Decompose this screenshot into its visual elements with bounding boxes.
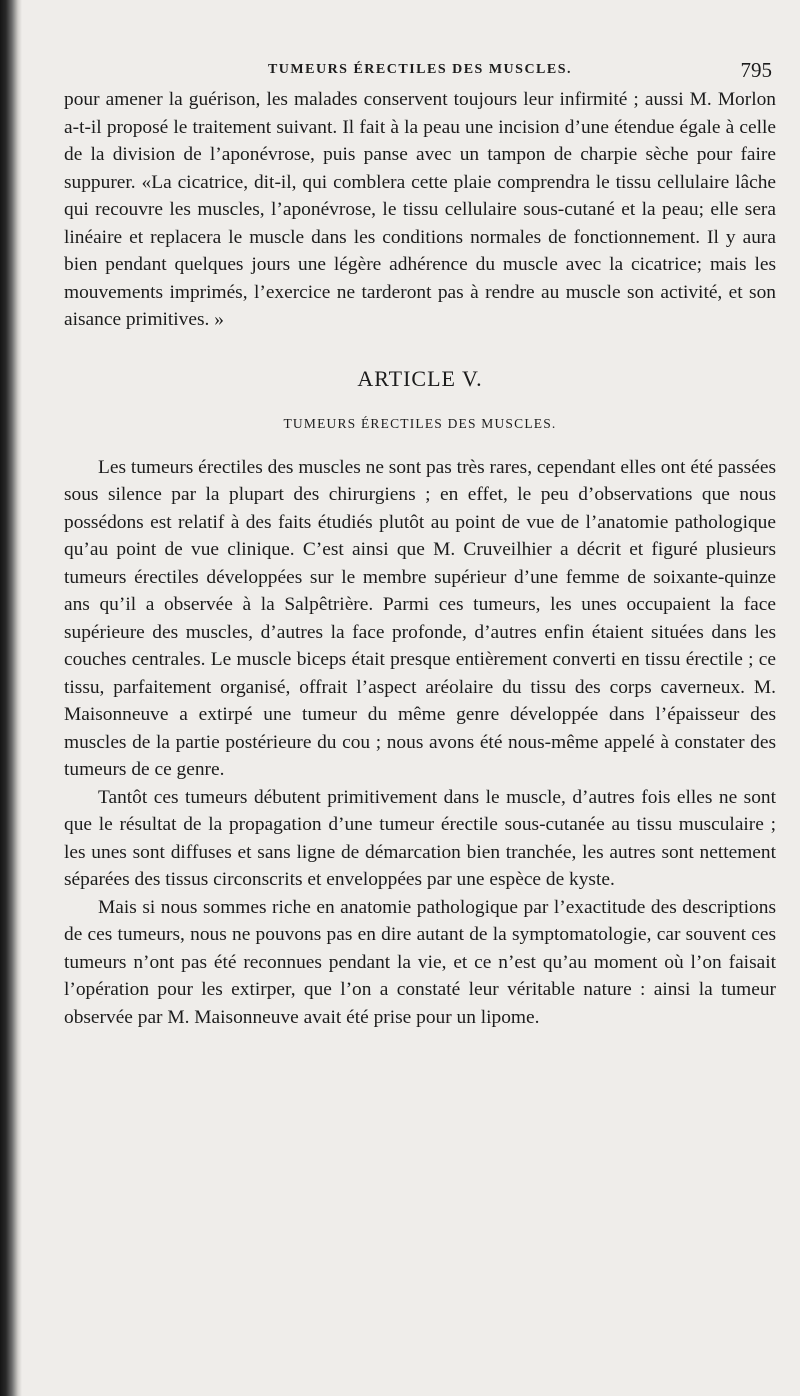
book-binding-shadow	[0, 0, 22, 1396]
article-heading: ARTICLE V.	[357, 365, 483, 391]
running-header	[64, 58, 776, 86]
page-number: 795	[740, 58, 772, 82]
paragraph-origin: Tantôt ces tumeurs débutent primitivement dans le muscle, d’autres fois elles ne sont que le résultat de la propagation d’une tumeur érectile sous-cutanée au tissu musculaire ; les unes sont diffuses et sans ligne de démarcation bien tranchée, les autres sont nettement séparées des tissus circonscrits et enveloppées par une espèce de kyste.	[64, 786, 776, 890]
book-page	[64, 58, 776, 1031]
running-title: TUMEURS ÉRECTILES DES MUSCLES.	[267, 62, 573, 77]
paragraph-continued: pour amener la guérison, les malades conservent toujours leur infirmité ; aussi M. Morlon a-t-il proposé le traitement suivant. Il fait à la peau une incision d’une étendue égale à celle de la division de l’aponévrose, puis panse avec un tampon de charpie sèche pour faire suppurer. «La cicatrice, dit-il, qui comblera cette plaie comprendra le tissu cellulaire lâche qui recouvre les muscles, l’aponévrose, le tissu cellulaire sous-cutané et la peau; elle sera linéaire et replacera le muscle dans les conditions normales de fonctionnement. Il y aura bien pendant quelques jours une légère adhérence du muscle avec la cicatrice; mais les mouvements imprimés, l’exercice ne tarderont pas à rendre au muscle son activité, et son aisance primitives. »	[64, 89, 776, 330]
paragraph-introduction: Les tumeurs érectiles des muscles ne sont pas très rares, cependant elles ont été passées sous silence par la plupart des chirurgiens ; en effet, le peu d’observations que nous possédons est relatif à des faits étudiés plutôt au point de vue de l’anatomie pathologique qu’au point de vue clinique. C’est ainsi que M. Cruveilhier a décrit et figuré plusieurs tumeurs érectiles développées sur le membre supérieur d’une femme de soixante-quinze ans qu’il a observée à la Salpêtrière. Parmi ces tumeurs, les unes occupaient la face supérieure des muscles, d’autres la face profonde, d’autres enfin étaient situées dans les couches centrales. Le muscle biceps était presque entièrement converti en tissu érectile ; ce tissu, parfaitement organisé, offrait l’aspect aréolaire du tissu des corps caverneux. M. Maisonneuve a extirpé une tumeur du même genre développée dans l’épaisseur des muscles de la partie postérieure du cou ; nous avons été nous-même appelé à constater des tumeurs de ce genre.	[64, 456, 776, 780]
article-subheading: TUMEURS ÉRECTILES DES MUSCLES.	[283, 415, 557, 431]
paragraph-symptomatology: Mais si nous sommes riche en anatomie pathologique par l’exactitude des descriptions de ces tumeurs, nous ne pouvons pas en dire autant de la symptomatologie, car souvent ces tumeurs n’ont pas été reconnues pendant la vie, et ce n’est qu’au moment où l’on faisait l’opération pour les extirper, que l’on a constaté leur véritable nature : ainsi la tumeur observée par M. Maisonneuve avait été prise pour un lipome.	[64, 896, 776, 1028]
